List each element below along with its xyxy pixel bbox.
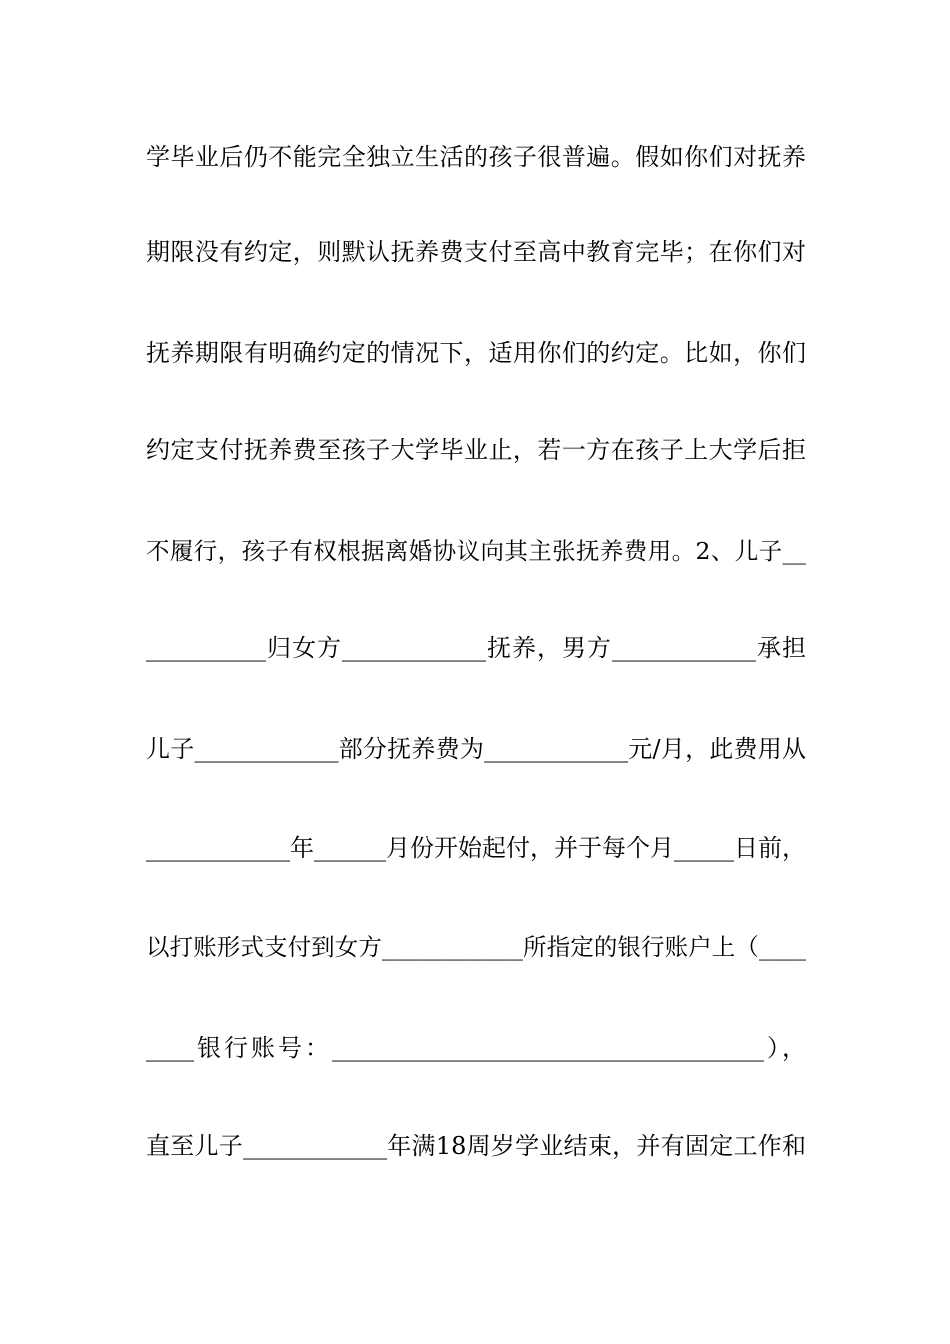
body-text-line: 期限没有约定，则默认抚养费支付至高中教育完毕；在你们对: [146, 238, 806, 266]
body-text-line: 以打账形式支付到女方____________所指定的银行账户上（____: [146, 933, 806, 961]
body-text-line: 不履行，孩子有权根据离婚协议向其主张抚养费用。2、儿子__: [146, 537, 806, 565]
body-text-line: __________归女方____________抚养，男方____________承担: [146, 634, 806, 662]
body-text-line: 约定支付抚养费至孩子大学毕业止，若一方在孩子上大学后拒: [146, 436, 806, 464]
body-text-line: ____________年______月份开始起付，并于每个月_____日前，: [146, 834, 806, 862]
body-text-line: 儿子____________部分抚养费为____________元/月，此费用从: [146, 735, 806, 763]
body-text-line: ____银行账号：____________________________________），: [146, 1034, 806, 1062]
body-text-line: 学毕业后仍不能完全独立生活的孩子很普遍。假如你们对抚养: [146, 143, 806, 171]
body-text-line: 抚养期限有明确约定的情况下，适用你们的约定。比如，你们: [146, 339, 806, 367]
body-text-line: 直至儿子____________年满18周岁学业结束，并有固定工作和: [146, 1132, 806, 1160]
